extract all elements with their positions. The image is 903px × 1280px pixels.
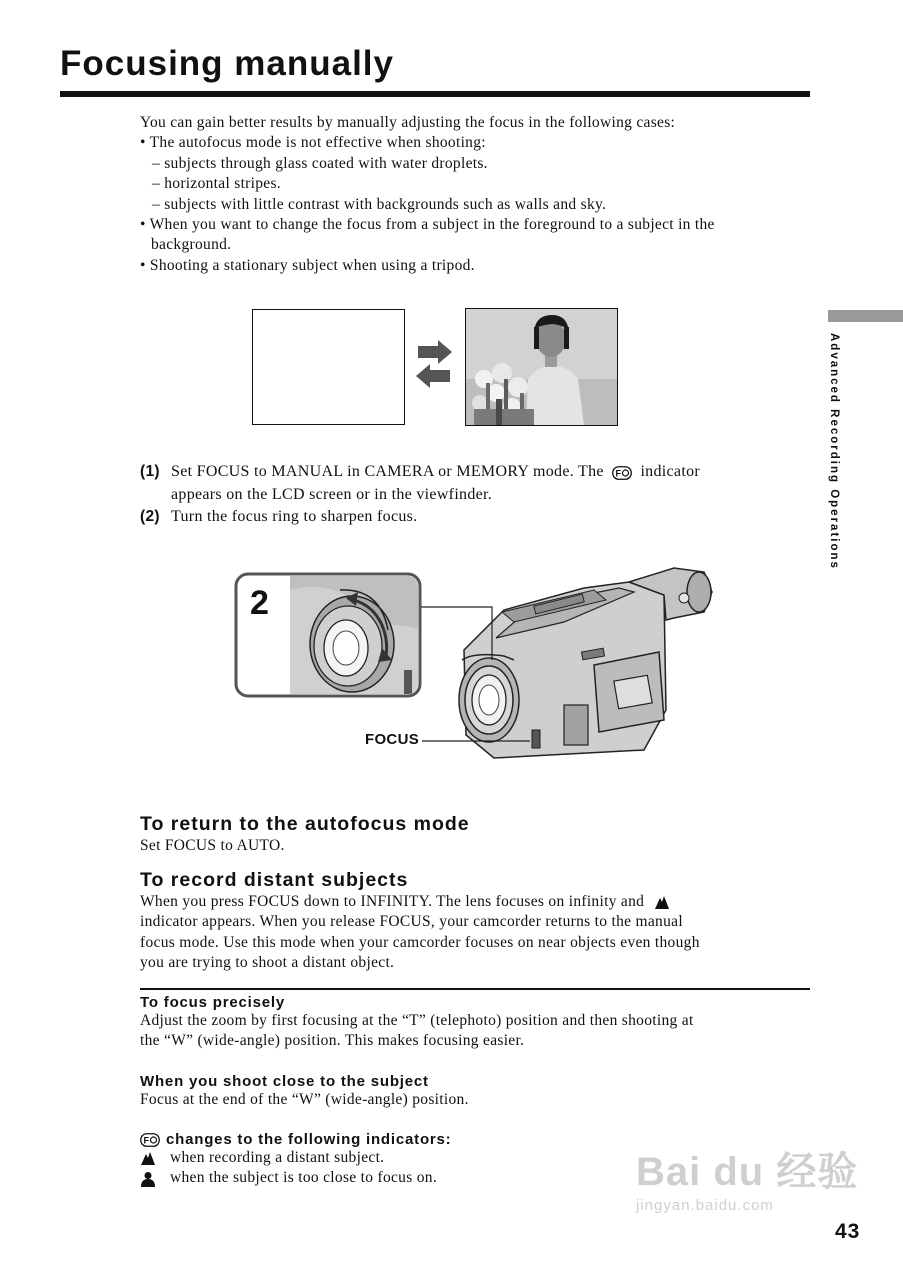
indicator-item-1: when recording a distant subject.: [170, 1149, 385, 1166]
precise-line-1: Adjust the zoom by first focusing at the “T” (telephoto) position and then shooting at: [140, 1012, 694, 1029]
portrait-with-flowers-image: [466, 309, 617, 425]
precise-heading: To focus precisely: [140, 994, 285, 1011]
watermark-sub: jingyan.baidu.com: [636, 1197, 774, 1214]
camcorder-illustration: [234, 560, 724, 770]
steps-list: [140, 461, 820, 529]
precise-section: [140, 994, 694, 1052]
step-1-text: Set FOCUS to MANUAL in CAMERA or MEMORY mode. The: [171, 463, 604, 480]
autofocus-heading: To return to the autofocus mode: [140, 813, 470, 835]
section-tab: [825, 333, 841, 573]
step-2-text: Turn the focus ring to sharpen focus.: [171, 508, 418, 525]
indicator-item-2: when the subject is too close to focus on.: [170, 1169, 438, 1187]
intro-bullet-3: • Shooting a stationary subject when using a tripod.: [140, 256, 475, 274]
step-2: [140, 506, 820, 529]
infinity-mountain-icon: [654, 894, 670, 910]
close-subject-person-icon: [140, 1171, 156, 1187]
intro-sub-3: – subjects with little contrast with backgrounds such as walls and sky.: [152, 195, 607, 213]
close-text: Focus at the end of the “W” (wide-angle) position.: [140, 1091, 469, 1108]
toggle-arrows-icon: [412, 340, 456, 390]
autofocus-text: Set FOCUS to AUTO.: [140, 837, 285, 854]
step-number: (2): [140, 508, 160, 525]
step-1-text-cont: indicator: [640, 463, 701, 480]
autofocus-section: [140, 813, 470, 856]
step-1-line-2: appears on the LCD screen or in the viewfinder.: [171, 485, 493, 503]
distant-line-3: focus mode. Use this mode when your camcorder focuses on near objects even though: [140, 933, 700, 951]
section-tab-label: Advanced Recording Operations: [828, 333, 840, 570]
unfocused-frame: [252, 309, 405, 425]
step-1: [140, 461, 820, 506]
indicators-section: [140, 1131, 451, 1189]
figure-step-badge: 2: [250, 584, 269, 622]
section-tab-bar: [828, 310, 903, 322]
intro-bullet-2-cont: background.: [151, 236, 232, 254]
intro-sub-1: – subjects through glass coated with water droplets.: [152, 154, 488, 172]
intro-bullet-1: • The autofocus mode is not effective when shooting:: [140, 134, 486, 152]
intro-sub-2: – horizontal stripes.: [152, 175, 281, 193]
distant-heading: To record distant subjects: [140, 869, 409, 891]
svg-text:F: F: [143, 1135, 149, 1145]
precise-line-2: the “W” (wide-angle) position. This makes focusing easier.: [140, 1032, 525, 1050]
intro-section: [140, 113, 820, 276]
distant-line-1: When you press FOCUS down to INFINITY. The lens focuses on infinity and: [140, 893, 645, 910]
page-title: Focusing manually: [60, 44, 394, 83]
page-number: 43: [835, 1220, 861, 1243]
intro-lead: You can gain better results by manually adjusting the focus in the following cases:: [140, 114, 676, 131]
close-heading: When you shoot close to the subject: [140, 1073, 429, 1090]
svg-text:F: F: [615, 468, 622, 479]
infinity-mountain-icon: [140, 1150, 156, 1166]
intro-bullet-2: • When you want to change the focus from a subject in the foreground to a subject in the: [140, 216, 715, 234]
focus-switch-label: FOCUS: [365, 731, 419, 748]
manual-focus-indicator-icon: [140, 1133, 160, 1147]
title-rule: [60, 91, 810, 97]
section-divider: [140, 988, 810, 990]
manual-focus-indicator-icon: [612, 466, 632, 480]
distant-line-4: you are trying to shoot a distant object.: [140, 954, 395, 972]
watermark-main: Bai du 经验: [636, 1150, 859, 1194]
baidu-watermark: [636, 1140, 858, 1214]
distant-section: [140, 869, 700, 974]
distant-line-2: indicator appears. When you release FOCUS, your camcorder returns to the manual: [140, 913, 683, 931]
close-section: [140, 1073, 469, 1110]
step-number: (1): [140, 463, 160, 480]
focused-photo: [465, 308, 618, 426]
indicators-heading: changes to the following indicators:: [166, 1131, 452, 1148]
